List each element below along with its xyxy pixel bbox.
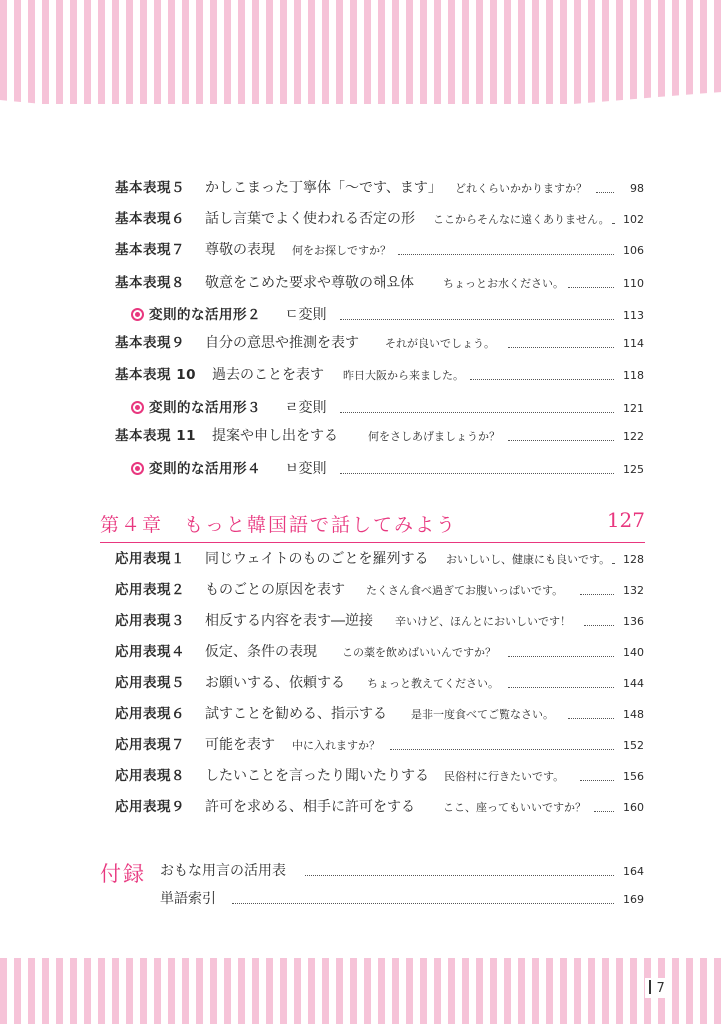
page-number [645, 978, 671, 998]
toc-entry[interactable] [0, 858, 722, 884]
entry-label: 変則的な活用形２ [149, 307, 261, 323]
toc-entry[interactable] [0, 423, 722, 449]
toc-entry[interactable] [0, 362, 722, 388]
dot-leader [305, 865, 614, 876]
entry-title: 過去のことを表す [212, 367, 324, 383]
toc-entry[interactable] [0, 577, 722, 603]
dot-leader [596, 182, 614, 193]
circle-bullet-icon [131, 401, 144, 414]
entry-label: 応用表現３ [115, 613, 185, 629]
toc-entry[interactable] [0, 670, 722, 696]
entry-title: かしこまった丁寧体「〜です、ます」 [205, 180, 442, 196]
entry-label: 基本表現 10 [115, 367, 196, 383]
entry-title: 尊敬の表現 [205, 242, 275, 258]
toc-entry[interactable] [0, 206, 722, 232]
entry-page: 102 [623, 213, 644, 226]
entry-label: 応用表現４ [115, 644, 185, 660]
dot-leader [568, 708, 614, 719]
entry-example: 昨日大阪から来ました。 [343, 369, 464, 382]
entry-label: 変則的な活用形４ [149, 461, 261, 477]
entry-example: それが良いでしょう。 [385, 337, 495, 350]
entry-title: ㄹ変則 [285, 400, 327, 416]
entry-example: 何をお探しですか？ [292, 244, 391, 257]
entry-title: 可能を表す [205, 737, 275, 753]
entry-label: 基本表現８ [115, 275, 185, 291]
entry-page: 113 [623, 309, 644, 322]
dot-leader [508, 430, 614, 441]
dot-leader [612, 213, 614, 224]
entry-example: ちょっとお水ください。 [443, 277, 564, 290]
entry-page: 122 [623, 430, 644, 443]
entry-page: 136 [623, 615, 644, 628]
entry-title: 提案や申し出をする [212, 428, 338, 444]
toc-entry[interactable] [0, 794, 722, 820]
dot-leader [584, 615, 614, 626]
entry-title: 相反する内容を表す―逆接 [205, 613, 373, 629]
dot-leader [580, 770, 614, 781]
entry-title: お願いする、依頼する [205, 675, 345, 691]
entry-label: 基本表現７ [115, 242, 185, 258]
entry-label: 変則的な活用形３ [149, 400, 261, 416]
chapter-heading[interactable] [100, 510, 645, 543]
dot-leader [340, 463, 614, 474]
entry-example: この薬を飲めばいいんですか？ [342, 646, 496, 659]
entry-title: 許可を求める、相手に許可をする [205, 799, 415, 815]
entry-title: 敬意をこめた要求や尊敬の해요体 [205, 275, 415, 291]
toc-entry[interactable] [0, 608, 722, 634]
entry-title: 仮定、条件の表現 [205, 644, 317, 660]
entry-label: 基本表現９ [115, 335, 185, 351]
entry-title: おもな用言の活用表 [160, 863, 286, 879]
entry-label: 応用表現１ [115, 551, 185, 567]
dot-leader [232, 893, 614, 904]
entry-label: 応用表現６ [115, 706, 185, 722]
folio-divider [649, 980, 651, 994]
dot-leader [470, 369, 614, 380]
dot-leader [508, 646, 614, 657]
entry-label: 応用表現８ [115, 768, 185, 784]
top-wave-edge [0, 86, 722, 126]
toc-entry[interactable] [0, 701, 722, 727]
circle-bullet-icon [131, 308, 144, 321]
entry-label: 応用表現２ [115, 582, 185, 598]
entry-page: 148 [623, 708, 644, 721]
entry-page: 110 [623, 277, 644, 290]
entry-label: 応用表現７ [115, 737, 185, 753]
entry-page: 128 [623, 553, 644, 566]
entry-label: 基本表現６ [115, 211, 185, 227]
toc-entry[interactable] [0, 886, 722, 912]
entry-example: 民俗村に行きたいです。 [444, 770, 565, 783]
entry-page: 106 [623, 244, 644, 257]
appendix-title: 付録 [100, 862, 146, 886]
entry-example: ここ、座ってもいいですか？ [443, 801, 586, 814]
chapter-title: 第４章 もっと韓国語で話してみよう [100, 514, 458, 536]
entry-label: 応用表現５ [115, 675, 185, 691]
toc-entry[interactable] [0, 732, 722, 758]
toc-entry[interactable] [0, 639, 722, 665]
entry-example: 何をさしあげましょうか？ [368, 430, 500, 443]
dot-leader [340, 402, 614, 413]
entry-page: 114 [623, 337, 644, 350]
entry-title: ㄷ変則 [285, 307, 327, 323]
dot-leader [580, 584, 614, 595]
entry-title: 自分の意思や推測を表す [205, 335, 359, 351]
entry-page: 118 [623, 369, 644, 382]
entry-example: 是非一度食べてご覧なさい。 [411, 708, 554, 721]
dot-leader [568, 277, 614, 288]
dot-leader [390, 739, 614, 750]
entry-title: したいことを言ったり聞いたりする [205, 768, 429, 784]
dot-leader [612, 553, 614, 564]
entry-title: 話し言葉でよく使われる否定の形 [205, 211, 415, 227]
entry-page: 144 [623, 677, 644, 690]
circle-bullet-icon [131, 462, 144, 475]
toc-entry[interactable] [0, 270, 722, 296]
entry-example: 中に入れますか？ [292, 739, 380, 752]
entry-page: 156 [623, 770, 644, 783]
toc-subentry[interactable] [0, 456, 722, 482]
toc-entry[interactable] [0, 546, 722, 572]
bottom-stripe-band [0, 958, 722, 1024]
dot-leader [340, 309, 614, 320]
entry-page: 152 [623, 739, 644, 752]
entry-page: 98 [630, 182, 644, 195]
entry-title: ㅂ変則 [285, 461, 327, 477]
toc-subentry[interactable] [0, 302, 722, 328]
toc-subentry[interactable] [0, 395, 722, 421]
entry-example: たくさん食べ過ぎてお腹いっぱいです。 [366, 584, 564, 597]
entry-example: 辛いけど、ほんとにおいしいです！ [395, 615, 571, 628]
toc-entry[interactable] [0, 175, 722, 201]
toc-entry[interactable] [0, 330, 722, 356]
entry-label: 基本表現５ [115, 180, 185, 196]
toc-entry[interactable] [0, 237, 722, 263]
folio-number: 7 [656, 981, 665, 996]
toc-entry[interactable] [0, 763, 722, 789]
entry-title: 単語索引 [160, 891, 216, 907]
entry-page: 140 [623, 646, 644, 659]
entry-example: おいしいし、健康にも良いです。 [446, 553, 611, 566]
entry-title: 同じウェイトのものごとを羅列する [205, 551, 429, 567]
dot-leader [508, 677, 614, 688]
dot-leader [398, 244, 614, 255]
entry-title: ものごとの原因を表す [205, 582, 345, 598]
entry-page: 160 [623, 801, 644, 814]
entry-label: 基本表現 11 [115, 428, 196, 444]
entry-example: どれくらいかかりますか？ [455, 182, 587, 195]
entry-page: 164 [623, 865, 644, 878]
chapter-page: 127 [606, 508, 645, 532]
entry-page: 125 [623, 463, 644, 476]
entry-page: 132 [623, 584, 644, 597]
entry-title: 試すことを勧める、指示する [205, 706, 387, 722]
dot-leader [508, 337, 614, 348]
entry-page: 169 [623, 893, 644, 906]
entry-label: 応用表現９ [115, 799, 185, 815]
entry-example: ちょっと教えてください。 [367, 677, 499, 690]
dot-leader [594, 801, 614, 812]
entry-example: ここからそんなに遠くありません。 [433, 213, 610, 226]
entry-page: 121 [623, 402, 644, 415]
